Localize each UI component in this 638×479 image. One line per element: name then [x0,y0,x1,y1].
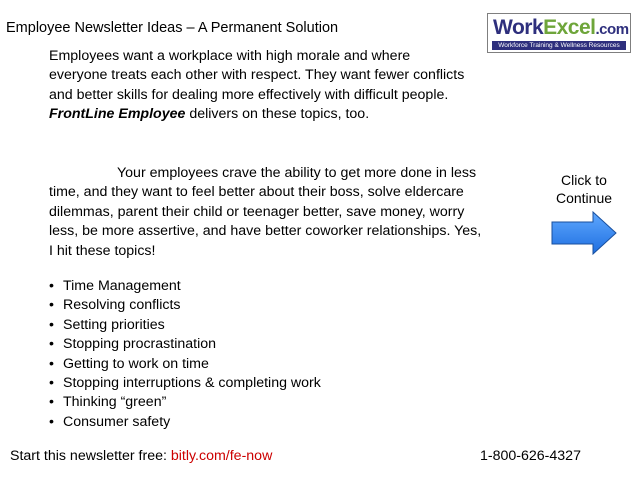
body-paragraph: Your employees crave the ability to get more done in less time, and they want to feel better about their boss, solve eldercare dilemmas, parent their child or teenager better, save money, worry less, be more assertive, and have better coworker relationships. Yes, I hit these topics! [49,165,482,259]
workexcel-logo[interactable] [487,13,631,53]
bullet-icon: • [49,278,54,294]
topic-item [49,335,321,354]
bullet-icon: • [49,355,54,372]
signup-link[interactable]: bitly.com/fe-now [170,448,273,464]
topic-label: Stopping interruptions & completing work [63,375,321,392]
page-title: Employee Newsletter Ideas – A Permanent Solution [6,20,339,36]
footer-signup [10,448,272,464]
footer-label: Start this newsletter free: [10,448,167,464]
continue-button[interactable] [545,171,623,255]
topic-item [49,296,321,315]
bullet-icon: • [49,413,54,430]
bullet-icon: • [49,375,54,392]
topic-item [49,374,321,393]
topic-item [49,355,321,374]
logo-excel: Excel [543,16,596,39]
logo-wordmark [493,16,629,40]
continue-label-line2: Continue [555,190,613,206]
bullet-icon: • [49,297,54,314]
logo-work: Work [493,16,544,39]
intro-text-end: delivers on these topics, too. [189,106,370,123]
topic-label: Thinking “green” [63,394,167,411]
topic-label: Stopping procrastination [63,336,217,353]
topic-item [49,316,321,335]
topic-item [49,277,321,296]
brand-name: FrontLine Employee [49,106,186,123]
logo-tagline: Workforce Training & Wellness Resources [492,41,626,50]
topic-label: Time Management [63,278,181,294]
topic-label: Consumer safety [63,413,171,430]
topic-label: Getting to work on time [63,355,209,372]
arrow-right-icon[interactable] [551,211,617,255]
bullet-icon: • [49,316,54,333]
topic-label: Setting priorities [63,316,165,333]
topic-item [49,393,321,412]
intro-text: Employees want a workplace with high morale and where everyone treats each other with respect. They want fewer conflicts and better skills for dealing more effectively with difficult people. [49,48,465,103]
bullet-icon: • [49,394,54,411]
topic-list [49,277,321,432]
intro-paragraph [49,47,469,125]
bullet-icon: • [49,336,54,353]
phone-number: 1-800-626-4327 [480,448,581,464]
topic-item [49,413,321,432]
continue-label-line1: Click to [561,172,607,188]
logo-com: .com [595,21,629,38]
topic-label: Resolving conflicts [63,297,181,314]
